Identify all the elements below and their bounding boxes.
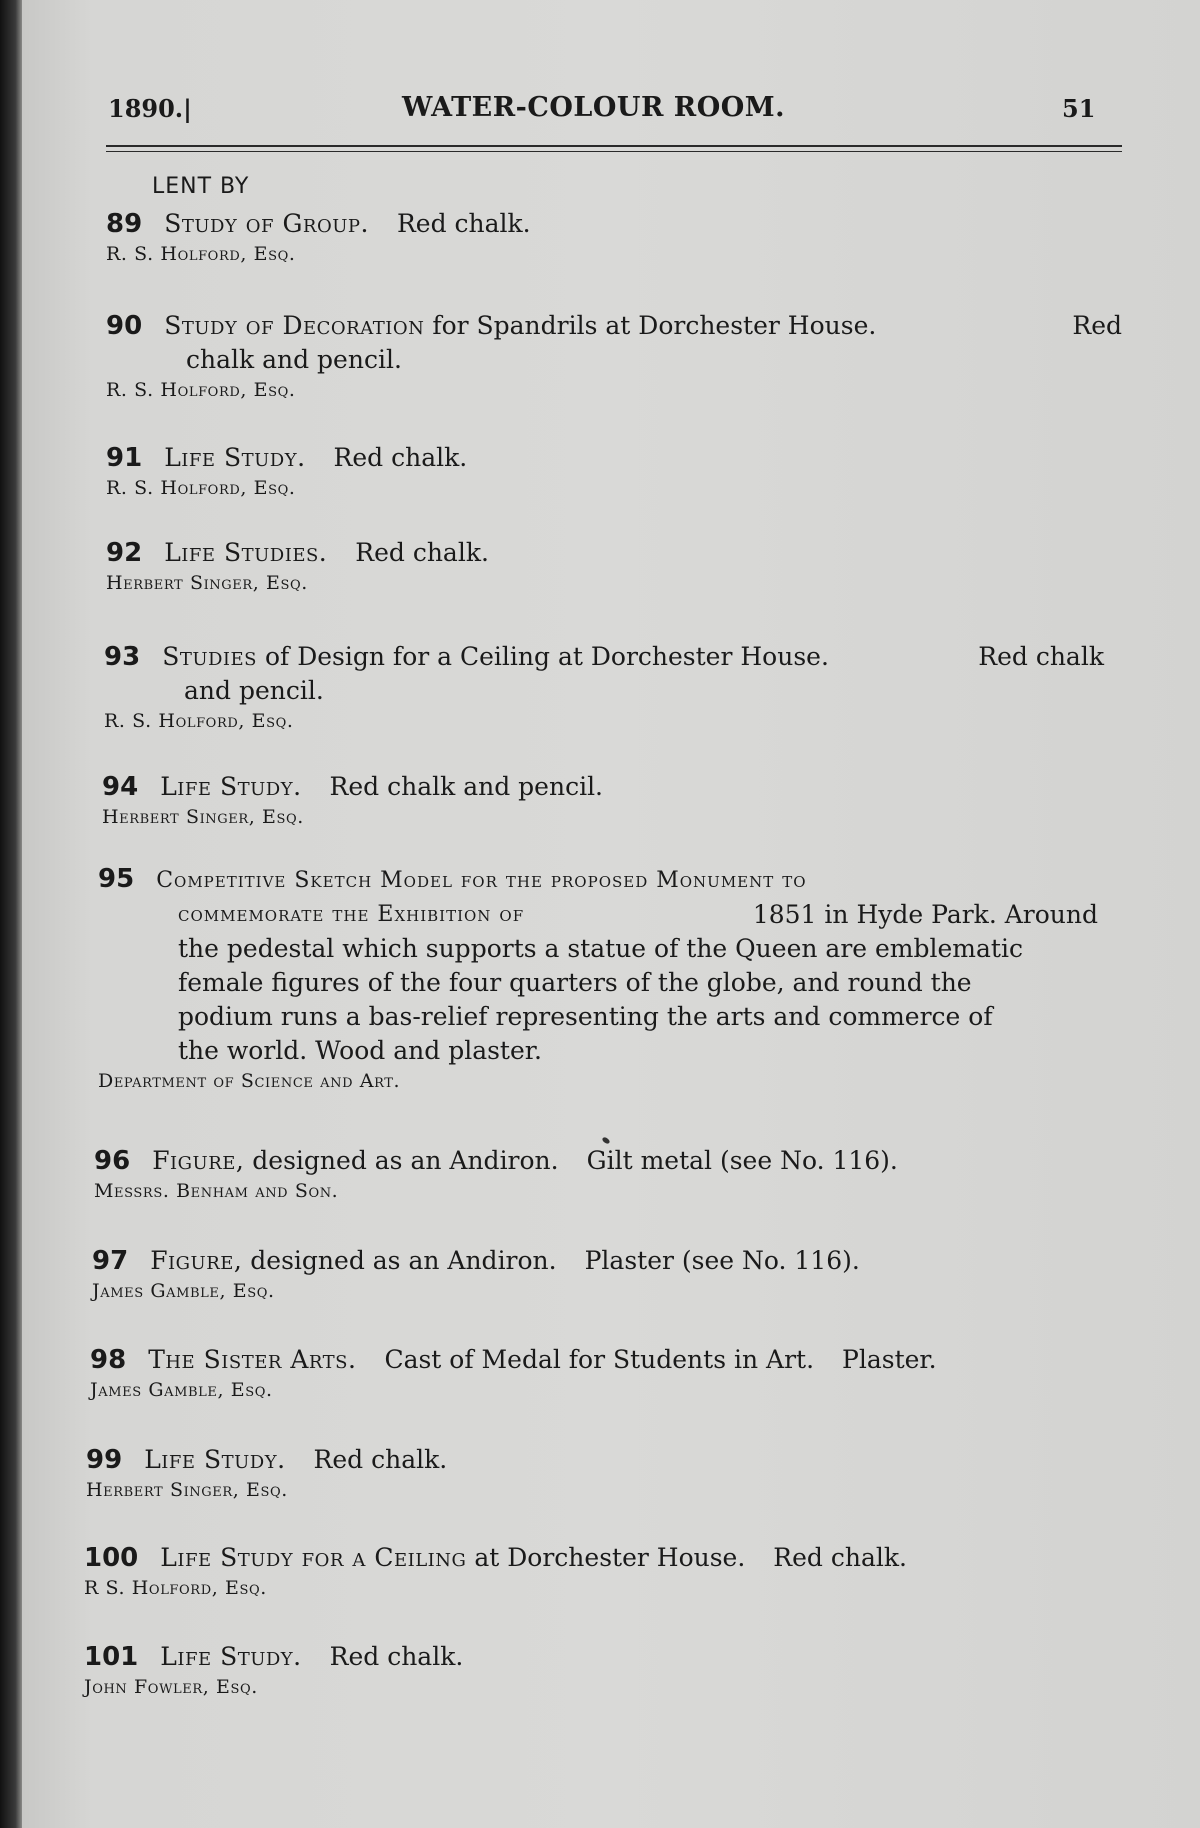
entry-number: 91 — [106, 443, 143, 473]
entry-description-end: Red chalk — [978, 642, 1104, 671]
entry-description: Red chalk. — [396, 209, 531, 238]
entry-title: Life Study for a Ceiling — [160, 1543, 467, 1572]
entry-description: at Dorchester House. — [474, 1543, 746, 1572]
entry-description: Red chalk. — [313, 1445, 448, 1474]
entry-title: Study of Group. — [164, 209, 369, 238]
entry-description-end: Plaster. — [842, 1345, 937, 1374]
entry-number: 95 — [98, 864, 135, 894]
entry-number: 92 — [106, 538, 143, 568]
entry-description: Cast of Medal for Students in Art. — [384, 1345, 815, 1374]
entry-number: 98 — [90, 1345, 127, 1375]
catalogue-entry-91 — [106, 441, 467, 499]
entry-lender: R. S. Holford, Esq. — [106, 477, 296, 499]
entry-title: Life Studies. — [164, 538, 328, 567]
entry-lender: Messrs. Benham and Son. — [94, 1180, 339, 1202]
catalogue-page — [22, 0, 1200, 1828]
entry-number: 96 — [94, 1146, 131, 1176]
header-year: 1890.| — [108, 94, 192, 123]
entry-title: Study of Decoration — [164, 311, 425, 340]
entry-number: 100 — [84, 1543, 139, 1573]
entry-lender: R. S. Holford, Esq. — [106, 243, 296, 265]
entry-title: Life Study. — [160, 772, 302, 801]
catalogue-entry-101 — [84, 1640, 463, 1698]
entry-title: Figure, — [152, 1146, 245, 1175]
entry-lender: R. S. Holford, Esq. — [104, 710, 294, 732]
catalogue-entry-99 — [86, 1443, 447, 1501]
catalogue-entry-93 — [104, 640, 1104, 732]
entry-title: Life Study. — [164, 443, 306, 472]
entry-title: Life Study. — [160, 1642, 302, 1671]
catalogue-entry-97 — [92, 1244, 860, 1302]
entry-description: designed as an Andiron. — [250, 1246, 557, 1275]
entry-lender: John Fowler, Esq. — [84, 1676, 258, 1698]
catalogue-entry-96 — [94, 1144, 898, 1202]
entry-description-line2: 1851 in Hyde Park. Around — [752, 900, 1098, 929]
entry-title: Figure, — [150, 1246, 243, 1275]
running-header — [22, 88, 1200, 138]
entry-lender: R S. Holford, Esq. — [84, 1577, 267, 1599]
entry-description-end: Red — [1072, 311, 1122, 340]
entry-continuation-line: the world. Wood and plaster. — [178, 1036, 542, 1065]
entry-continuation: and pencil. — [184, 676, 324, 705]
entry-number: 89 — [106, 209, 143, 239]
catalogue-entry-92 — [106, 536, 489, 594]
entry-description: of Design for a Ceiling at Dorchester House. — [264, 642, 829, 671]
entry-number: 97 — [92, 1246, 129, 1276]
catalogue-entry-89 — [106, 207, 531, 265]
entry-description: designed as an Andiron. — [252, 1146, 559, 1175]
entry-continuation-line: female figures of the four quarters of the globe, and round the — [178, 968, 972, 997]
entry-description: Red chalk. — [329, 1642, 464, 1671]
entry-lender: Herbert Singer, Esq. — [106, 572, 308, 594]
catalogue-entry-94 — [102, 770, 603, 828]
header-title: WATER-COLOUR ROOM. — [402, 92, 786, 123]
entry-description-end: Gilt metal (see No. 116). — [586, 1146, 898, 1175]
entry-description-end: Red chalk. — [773, 1543, 907, 1572]
entry-number: 93 — [104, 642, 141, 672]
entry-number: 99 — [86, 1445, 123, 1475]
entry-description: Red chalk. — [355, 538, 489, 567]
entry-title: Competitive Sketch Model for the proposed Monument to — [156, 868, 807, 893]
entry-lender: Herbert Singer, Esq. — [86, 1479, 288, 1501]
entry-title: The Sister Arts. — [148, 1345, 357, 1374]
entry-description: Red chalk. — [333, 443, 468, 472]
entry-lender: James Gamble, Esq. — [92, 1280, 275, 1302]
entry-title: Life Study. — [144, 1445, 286, 1474]
entry-lender: James Gamble, Esq. — [90, 1379, 273, 1401]
book-spine-shadow — [0, 0, 22, 1828]
catalogue-entry-98 — [90, 1343, 937, 1401]
entry-description: Red chalk and pencil. — [329, 772, 604, 801]
entry-description-end: Plaster (see No. 116). — [584, 1246, 860, 1275]
entry-number: 101 — [84, 1642, 139, 1672]
catalogue-entry-100 — [84, 1541, 907, 1599]
entry-continuation-line: the pedestal which supports a statue of the Queen are emblematic — [178, 934, 1023, 963]
entry-title-line2: commemorate the Exhibition of — [178, 902, 525, 927]
lent-by-label: LENT BY — [152, 174, 250, 199]
entry-continuation-line: podium runs a bas-relief representing the arts and commerce of — [178, 1002, 993, 1031]
entry-number: 94 — [102, 772, 139, 802]
entry-description: for Spandrils at Dorchester House. — [432, 311, 877, 340]
page-number: 51 — [1062, 94, 1096, 123]
entry-lender: Department of Science and Art. — [98, 1070, 401, 1092]
entry-title: Studies — [162, 642, 258, 671]
entry-lender: R. S. Holford, Esq. — [106, 379, 296, 401]
entry-continuation: chalk and pencil. — [186, 345, 402, 374]
entry-lender: Herbert Singer, Esq. — [102, 806, 304, 828]
catalogue-entry-95 — [98, 862, 1098, 1092]
header-rule — [106, 145, 1122, 147]
header-rule-thin — [106, 151, 1122, 152]
catalogue-entry-90 — [106, 309, 1122, 401]
entry-number: 90 — [106, 311, 143, 341]
